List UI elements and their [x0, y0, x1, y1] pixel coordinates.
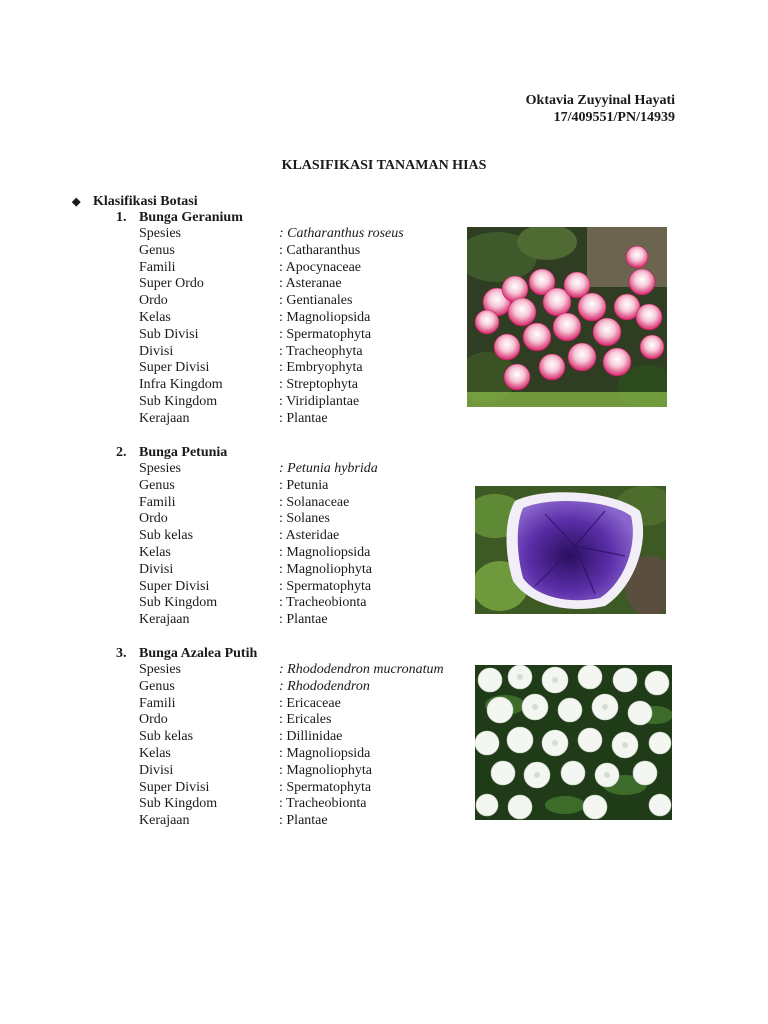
bullet-heading: [72, 194, 198, 210]
classification-row: [116, 662, 444, 679]
row-label: Kerajaan: [139, 813, 190, 829]
classification-row: [116, 327, 404, 344]
row-value: : Viridiplantae: [279, 393, 360, 409]
classification-row: [116, 461, 378, 478]
classification-row: [116, 411, 404, 428]
row-value: : Tracheobionta: [279, 595, 367, 611]
classification-row: [116, 579, 378, 596]
section-petunia: [116, 444, 378, 629]
row-label: Famili: [139, 494, 176, 510]
classification-row: [116, 763, 444, 780]
row-value: : Tracheophyta: [279, 343, 363, 359]
row-value: : Tracheobionta: [279, 796, 367, 812]
row-label: Sub Kingdom: [139, 595, 218, 611]
row-label: Divisi: [139, 762, 174, 778]
classification-row: [116, 495, 378, 512]
row-value: : Petunia hybrida: [279, 461, 378, 476]
classification-row: [116, 746, 444, 763]
classification-row: [116, 612, 378, 629]
bullet-heading-label: Klasifikasi Botasi: [93, 194, 198, 209]
row-label: Divisi: [139, 561, 174, 577]
classification-row: [116, 796, 444, 813]
classification-row: [116, 545, 378, 562]
row-label: Sub Kingdom: [139, 796, 218, 812]
classification-row: [116, 528, 378, 545]
document-title: KLASIFIKASI TANAMAN HIAS: [281, 158, 487, 173]
row-value: : Apocynaceae: [279, 259, 362, 275]
author-name: Oktavia Zuyyinal Hayati: [525, 93, 675, 108]
row-value: : Magnoliopsida: [279, 745, 371, 761]
section-title: Bunga Geranium: [139, 210, 243, 225]
row-value: : Plantae: [279, 612, 328, 628]
row-label: Kerajaan: [139, 612, 190, 628]
section-heading: [116, 444, 378, 461]
classification-row: [116, 562, 378, 579]
row-value: : Spermatophyta: [279, 326, 372, 342]
row-value: : Asteridae: [279, 528, 340, 544]
classification-row: [116, 377, 404, 394]
row-label: Sub kelas: [139, 528, 194, 544]
row-label: Super Divisi: [139, 360, 210, 376]
classification-row: [116, 696, 444, 713]
row-value: : Magnoliopsida: [279, 544, 371, 560]
row-label: Sub Kingdom: [139, 393, 218, 409]
section-heading: [116, 645, 444, 662]
row-label: Famili: [139, 695, 176, 711]
row-value: : Plantae: [279, 813, 328, 829]
classification-row: [116, 729, 444, 746]
classification-row: [116, 679, 444, 696]
row-value: : Magnoliophyta: [279, 762, 372, 778]
classification-row: [116, 712, 444, 729]
row-value: : Petunia: [279, 477, 329, 493]
row-label: Ordo: [139, 511, 168, 527]
row-value: : Asteranae: [279, 276, 342, 292]
row-value: : Rhododendron: [279, 678, 370, 694]
row-label: Kelas: [139, 309, 171, 325]
section-number: 1.: [116, 210, 127, 225]
row-value: : Spermatophyta: [279, 779, 372, 795]
row-label: Super Divisi: [139, 779, 210, 795]
section-number: 3.: [116, 646, 127, 661]
row-value: : Catharanthus roseus: [279, 226, 404, 241]
row-label: Spesies: [139, 226, 181, 241]
section-title: Bunga Azalea Putih: [139, 646, 258, 661]
row-value: : Solanes: [279, 511, 330, 527]
row-value: : Dillinidae: [279, 729, 343, 745]
row-value: : Solanaceae: [279, 494, 350, 510]
row-label: Super Ordo: [139, 276, 204, 292]
azalea-photo: [475, 665, 672, 820]
row-label: Kelas: [139, 544, 171, 560]
row-label: Divisi: [139, 343, 174, 359]
section-azalea: [116, 645, 444, 830]
row-label: Famili: [139, 259, 176, 275]
classification-row: [116, 813, 444, 830]
classification-row: [116, 595, 378, 612]
diamond-bullet-icon: ◆: [72, 196, 81, 208]
row-value: : Embryophyta: [279, 360, 363, 376]
row-label: Ordo: [139, 293, 168, 309]
row-label: Kelas: [139, 745, 171, 761]
row-value: : Spermatophyta: [279, 578, 372, 594]
row-value: : Ericaceae: [279, 695, 341, 711]
row-value: : Magnoliopsida: [279, 309, 371, 325]
classification-row: [116, 511, 378, 528]
row-label: Spesies: [139, 662, 181, 677]
row-label: Super Divisi: [139, 578, 210, 594]
section-geranium: [116, 209, 404, 428]
classification-row: [116, 780, 444, 797]
classification-row: [116, 293, 404, 310]
row-label: Kerajaan: [139, 410, 190, 426]
row-label: Sub kelas: [139, 729, 194, 745]
row-value: : Catharanthus: [279, 242, 361, 258]
classification-row: [116, 360, 404, 377]
row-value: : Plantae: [279, 410, 328, 426]
classification-row: [116, 226, 404, 243]
classification-row: [116, 478, 378, 495]
row-label: Spesies: [139, 461, 181, 476]
classification-row: [116, 276, 404, 293]
row-label: Genus: [139, 477, 175, 493]
row-value: : Rhododendron mucronatum: [279, 662, 444, 677]
row-label: Infra Kingdom: [139, 377, 223, 393]
section-number: 2.: [116, 445, 127, 460]
row-label: Ordo: [139, 712, 168, 728]
author-block: [526, 92, 675, 126]
classification-row: [116, 344, 404, 361]
classification-row: [116, 243, 404, 260]
section-title: Bunga Petunia: [139, 445, 228, 460]
row-value: : Streptophyta: [279, 377, 358, 393]
classification-row: [116, 394, 404, 411]
row-label: Genus: [139, 678, 175, 694]
row-label: Sub Divisi: [139, 326, 199, 342]
row-value: : Gentianales: [279, 293, 353, 309]
classification-row: [116, 260, 404, 277]
row-value: : Ericales: [279, 712, 332, 728]
classification-row: [116, 310, 404, 327]
row-value: : Magnoliophyta: [279, 561, 372, 577]
row-label: Genus: [139, 242, 175, 258]
section-heading: [116, 209, 404, 226]
student-id: 17/409551/PN/14939: [553, 110, 675, 125]
geranium-photo: [467, 227, 667, 407]
petunia-photo: [475, 486, 666, 614]
